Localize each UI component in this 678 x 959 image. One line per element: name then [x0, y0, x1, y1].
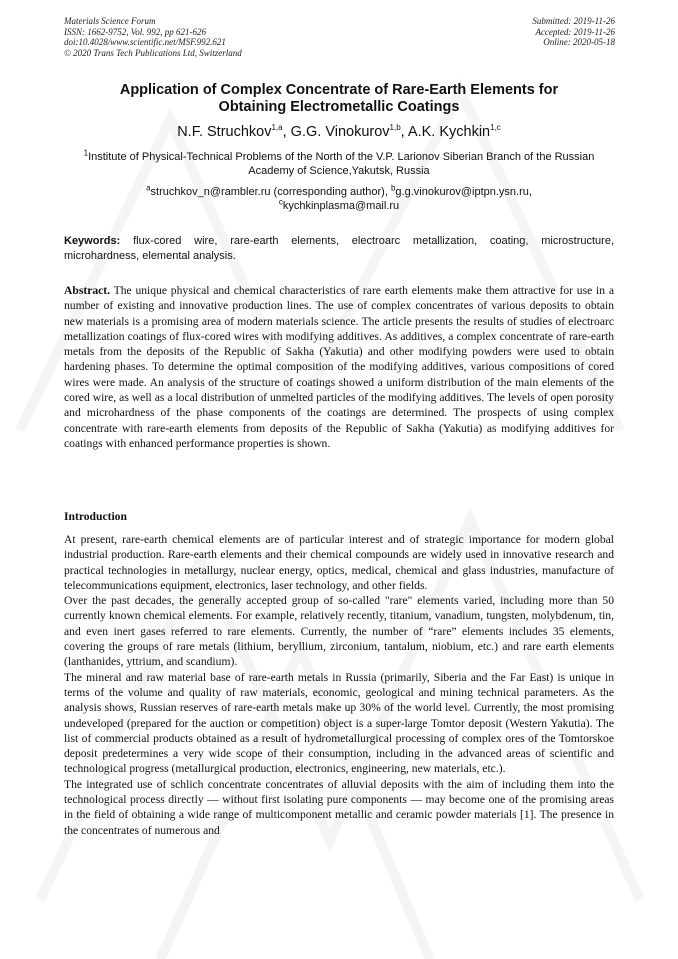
- email-c[interactable]: kychkinplasma@mail.ru: [282, 200, 400, 212]
- title-line-2: Obtaining Electrometallic Coatings: [218, 99, 460, 115]
- copyright: © 2020 Trans Tech Publications Ltd, Switzerland: [64, 47, 242, 58]
- accepted-date: Accepted: 2019-11-26: [535, 26, 615, 37]
- paragraph: Over the past decades, the generally accepted group of so-called "rare" elements varied, including more than 50 currently known chemical elements. For example, relatively recently, titanium, vanadium, tungsten, molybdenum, tin, and even inert gases referred to rare elements. Currently, the number of “rare” elements includes 35 elements, covering the groups of rare metals (lithium, beryllium, zirconium, tantalum, niobium, etc.) and rare earth elements (lanthanides, yttrium, and scandium).: [64, 594, 614, 669]
- email-b[interactable]: g.g.vinokurov@iptpn.ysn.ru,: [395, 186, 532, 198]
- paragraph: At present, rare-earth chemical elements are of particular interest and of strategic importance for modern global industrial production. Rare-earth elements and their chemical compounds are widely used in innovative research and practical technologies in metallurgy, nuclear energy, optics, medical, chemical and glass industries, manufacture of telecommunications equipment, electronics, laser technology, and other fields.: [64, 533, 614, 592]
- submitted-date: Submitted: 2019-11-26: [532, 16, 615, 26]
- author-name: G.G. Vinokurov: [290, 124, 390, 140]
- keywords-label: Keywords:: [64, 235, 121, 247]
- author-name: A.K. Kychkin: [407, 124, 491, 140]
- author-list: N.F. Struchkov$^{1,a}$, G.G. Vinokurov$^{1,b}$, A.K. Kychkin$^{1,c}$: [177, 123, 501, 140]
- keywords: [64, 234, 614, 263]
- paper-title: [64, 82, 614, 116]
- journal-info: [64, 16, 242, 58]
- issn: ISSN: 1662-9752, Vol. 992, pp 621-626: [64, 26, 206, 37]
- section-heading-introduction: Introduction: [64, 510, 127, 523]
- affiliation-text: Institute of Physical-Technical Problems of the North of the V.P. Larionov Siberian Branch of the Russian Academy of Science,Yakutsk, Russia: [88, 151, 595, 177]
- paragraph: The integrated use of schlich concentrate concentrates of alluvial deposits with the aim of including them into the technological process directly — without first isolating pure components — may become one of the promising areas in the field of obtaining a wide range of multicomponent metallic and ceramic powder materials [1]. The presence in the concentrates of numerous and: [64, 777, 614, 837]
- email-a[interactable]: struchkov_n@rambler.ru (corresponding author),: [150, 186, 388, 198]
- journal-name: Materials Science Forum: [64, 16, 156, 26]
- abstract-text: The unique physical and chemical characteristics of rare earth elements make them attractive for use in a number of existing and innovative production lines. The use of complex concentrates of various deposits to obtain new materials is a promising area of modern materials science. The article presents the results of studies of electroarc metallization coatings of flux-cored wires with modifying additives. As additives, a complex concentrate of rare-earth metals from the deposits of the Republic of Sakha (Yakutia) and other modifying powders were used to obtain hardening phases. To determine the optimal composition of the modifying additives, various compositions of cored wires were made. An analysis of the structure of coatings showed a uniform distribution of the main elements of the cored wire, as well as a local distribution of unmelted particles of the modifying additives. The levels of open porosity and microhardness of the phase components of the coatings are determined. The prospects of using complex concentrate with rare-earth elements from deposits of the Republic of Sakha (Yakutia) as modifying additives for coatings with enhanced performance properties is shown.: [64, 284, 614, 450]
- abstract: [64, 283, 614, 451]
- keywords-text: flux-cored wire, rare-earth elements, electroarc metallization, coating, microstructure, microhardness, elemental analysis.: [64, 235, 614, 262]
- affiliation: [64, 150, 614, 178]
- doi: doi:10.4028/www.scientific.net/MSF.992.621: [64, 37, 226, 47]
- author-emails: [64, 185, 614, 213]
- affiliation-mark: 1: [83, 148, 89, 158]
- email-mark: c: [278, 197, 283, 207]
- publication-dates: [532, 16, 615, 48]
- email-mark: a: [146, 183, 151, 193]
- paragraph: The mineral and raw material base of rare-earth metals in Russia (primarily, Siberia and the Far East) is unique in terms of the volume and quality of raw materials, economic, geological and mining technical parameters. As the analysis shows, Russian reserves of rare-earth metals make up 30% of the world level. Currently, the most promising undeveloped (prepared for the auction or competition) object is a super-large Tomtor deposit (Western Yakutia). The list of commercial products obtained as a result of hydrometallurgical processing of complex ores of the Tomtorskoe deposit predetermines a very wide scope of their consumption, including in the advanced areas of scientific and technological progress (metallurgical production, electronics, engineering, new materials, etc.).: [64, 670, 614, 776]
- abstract-label: Abstract.: [64, 284, 111, 297]
- author-affiliation-mark: 1,c: [490, 123, 501, 133]
- author-name: N.F. Struchkov: [177, 124, 272, 140]
- title-line-1: Application of Complex Concentrate of Rare-Earth Elements for: [119, 82, 559, 98]
- online-date: Online: 2020-05-18: [543, 37, 615, 47]
- introduction-body: [64, 532, 614, 838]
- author-affiliation-mark: 1,b: [389, 123, 401, 133]
- email-mark: b: [390, 183, 396, 193]
- author-affiliation-mark: 1,a: [271, 123, 283, 133]
